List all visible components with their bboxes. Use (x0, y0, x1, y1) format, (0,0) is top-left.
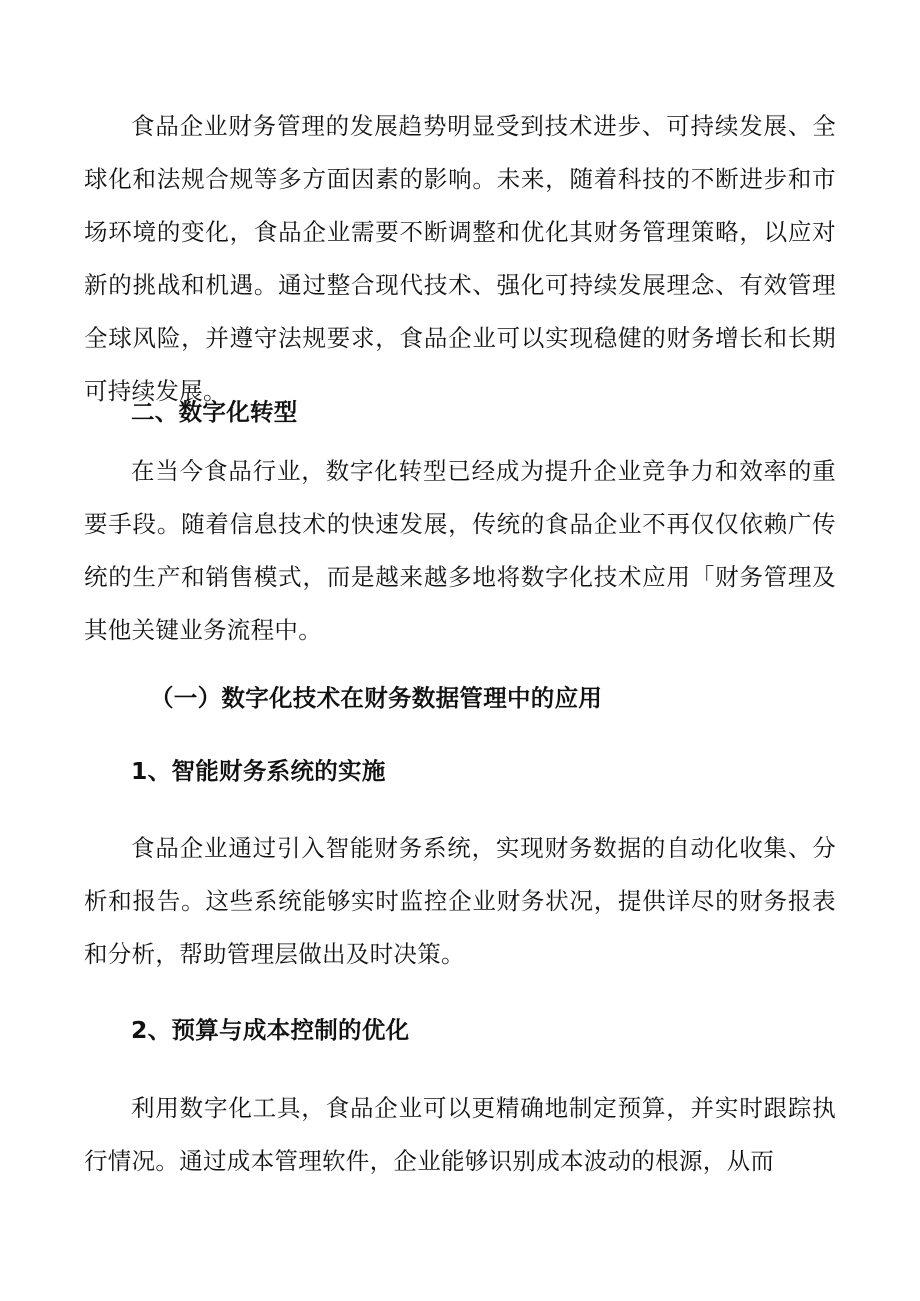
paragraph-finance-trends: 食品企业财务管理的发展趋势明显受到技术进步、可持续发展、全球化和法规合规等多方面因素的影响。未来，随着科技的不断进步和市场环境的变化，食品企业需要不断调整和优化其财务管理策略，以应对新的挑战和机遇。通过整合现代技术、强化可持续发展理念、有效管理全球风险，并遵守法规要求，食品企业可以实现稳健的财务增长和长期可持续发展。 (84, 112, 836, 405)
item-heading-budget-cost-control: 2、预算与成本控制的优化 (131, 1016, 410, 1044)
subsection-heading-digital-tech-application: （一）数字化技术在财务数据管理中的应用 (150, 684, 603, 712)
paragraph-budget-cost-control: 利用数字化工具，食品企业可以更精确地制定预算，并实时跟踪执行情况。通过成本管理软件，企业能够识别成本波动的根源，从而 (84, 1094, 836, 1175)
section-heading-digital-transformation: 二、数字化转型 (131, 398, 298, 426)
item-heading-smart-finance-system: 1、智能财务系统的实施 (131, 757, 386, 785)
paragraph-smart-finance-system: 食品企业通过引入智能财务系统，实现财务数据的自动化收集、分析和报告。这些系统能够实时监控企业财务状况，提供详尽的财务报表和分析，帮助管理层做出及时决策。 (84, 834, 836, 968)
paragraph-digital-transformation: 在当今食品行业，数字化转型已经成为提升企业竞争力和效率的重要手段。随着信息技术的快速发展，传统的食品企业不再仅仅依赖广传统的生产和销售模式，而是越来越多地将数字化技术应用「财务管理及其他关键业务流程中。 (84, 457, 836, 644)
